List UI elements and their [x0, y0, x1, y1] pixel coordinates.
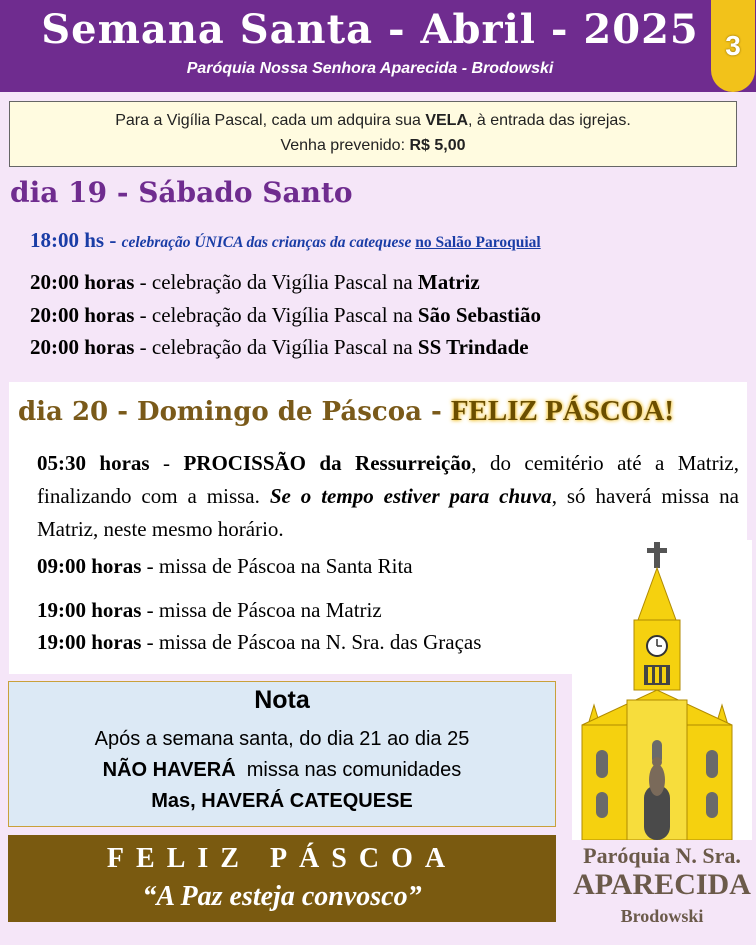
church-illustration [572, 540, 752, 840]
schedule-time: 18:00 hs [30, 228, 105, 252]
nota-line: Mas, HAVERÁ CATEQUESE [151, 790, 413, 812]
day20-item [37, 554, 413, 579]
feliz-pascoa-title: FELIZ PÁSCOA [106, 843, 458, 874]
schedule-desc: , só haverá missa na Matriz, neste mesmo horário. [37, 484, 739, 541]
candle-notice [9, 101, 737, 167]
procession-paragraph [37, 447, 739, 546]
schedule-time: 20:00 horas [30, 270, 135, 294]
schedule-desc: - missa de Páscoa na Santa Rita [141, 554, 413, 578]
schedule-desc: - missa de Páscoa na N. Sra. das Graças [141, 630, 482, 654]
schedule-time: 05:30 horas [37, 451, 150, 475]
header-banner [0, 0, 756, 92]
schedule-desc: - celebração da Vigília Pascal na [134, 303, 418, 327]
separator: - [149, 451, 184, 475]
schedule-desc: celebração ÚNICA das crianças da catequese [121, 234, 416, 251]
schedule-desc: - missa de Páscoa na Matriz [141, 598, 382, 622]
church-logo-line-1: Paróquia N. Sra. [583, 843, 741, 868]
separator: - [104, 228, 122, 252]
rain-note: Se o tempo estiver para chuva [269, 484, 552, 508]
page-subtitle: Paróquia Nossa Senhora Aparecida - Brodowski [186, 60, 554, 77]
notice-price: R$ 5,00 [409, 137, 466, 154]
page-number-badge: 3 [711, 0, 755, 92]
nota-box [8, 681, 556, 827]
day20-heading [18, 395, 674, 428]
notice-text: , à entrada das igrejas. [468, 112, 631, 129]
feliz-pascoa-banner [8, 835, 556, 922]
notice-bold-vela: VELA [425, 112, 468, 129]
day20-item [37, 630, 481, 655]
day19-item [30, 335, 529, 360]
notice-line-1 [10, 108, 736, 133]
schedule-time: 19:00 horas [37, 598, 142, 622]
notice-text: Venha prevenido: [280, 137, 410, 154]
feliz-pascoa-highlight: FELIZ PÁSCOA! [450, 395, 674, 427]
schedule-place: Matriz [417, 270, 480, 294]
schedule-place: São Sebastião [417, 303, 542, 327]
procession-title: PROCISSÃO da Ressurreição [183, 451, 472, 475]
schedule-desc: - celebração da Vigília Pascal na [134, 335, 418, 359]
day19-item [30, 270, 480, 295]
nota-line [9, 759, 555, 782]
notice-line-2 [10, 133, 736, 158]
nota-line: Após a semana santa, do dia 21 ao dia 25 [94, 728, 470, 750]
day19-heading: dia 19 - Sábado Santo [10, 176, 353, 209]
day19-kids-line [30, 228, 541, 253]
schedule-place: SS Trindade [417, 335, 529, 359]
salao-paroquial-link: no Salão Paroquial [415, 234, 541, 251]
notice-text: Para a Vigília Pascal, cada um adquira sua [115, 112, 426, 129]
schedule-time: 20:00 horas [30, 335, 135, 359]
schedule-desc: , do cemitério até a Matriz, finalizando com a missa. [37, 451, 739, 508]
schedule-desc: - celebração da Vigília Pascal na [134, 270, 418, 294]
schedule-time: 20:00 horas [30, 303, 135, 327]
schedule-time: 09:00 horas [37, 554, 142, 578]
nota-bold: NÃO HAVERÁ [102, 759, 236, 781]
day20-item [37, 598, 382, 623]
nota-title: Nota [254, 686, 310, 714]
day20-heading-text: dia 20 - Domingo de Páscoa - [18, 397, 451, 427]
day19-item [30, 303, 541, 328]
feliz-pascoa-subtitle: “A Paz esteja convosco” [142, 881, 422, 912]
nota-text: missa nas comunidades [235, 759, 462, 781]
church-logo-line-3: Brodowski [620, 906, 704, 926]
church-logo-line-2: APARECIDA [573, 868, 751, 901]
page-title: Semana Santa - Abril - 2025 [41, 6, 699, 53]
schedule-time: 19:00 horas [37, 630, 142, 654]
